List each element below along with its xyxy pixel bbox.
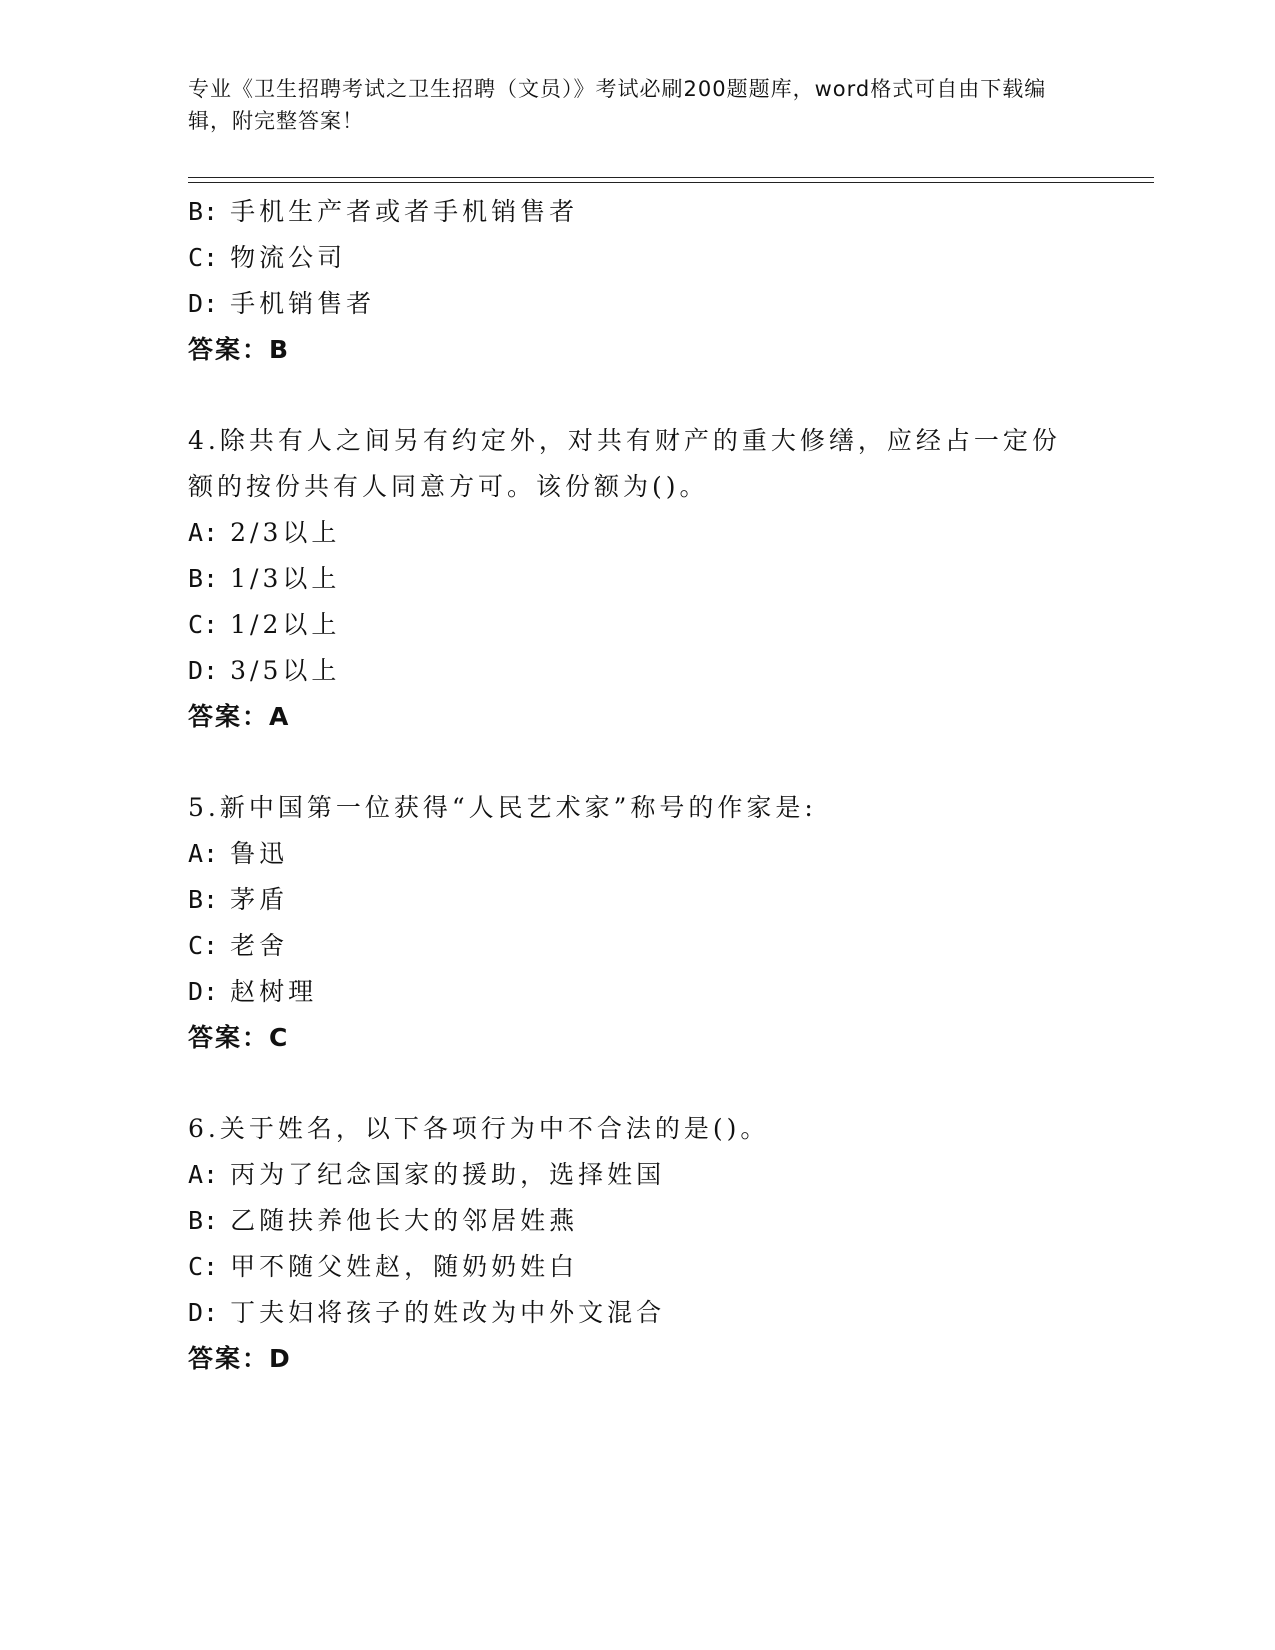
option-key: C:	[188, 243, 219, 272]
document-intro: 专业《卫生招聘考试之卫生招聘（文员）》考试必刷200题题库，word格式可自由下载编辑，附完整答案！	[188, 77, 1047, 133]
answer-line: 答案：A	[188, 702, 291, 731]
option-text: 乙随扶养他长大的邻居姓燕	[230, 1206, 579, 1235]
option-key: A:	[188, 839, 219, 868]
option-text: 赵树理	[230, 977, 318, 1006]
answer-line: 答案：D	[188, 1344, 292, 1373]
option-key: A:	[188, 1160, 219, 1189]
option-key: D:	[188, 977, 219, 1006]
option-key: D:	[188, 1298, 219, 1327]
option-line	[188, 510, 1088, 556]
question-5	[188, 785, 1088, 1061]
option-key: C:	[188, 610, 219, 639]
option-key: B:	[188, 197, 219, 226]
option-text: 物流公司	[230, 243, 347, 272]
option-line	[188, 602, 1088, 648]
option-text: 鲁迅	[230, 839, 289, 868]
question-3-tail	[188, 189, 1088, 373]
option-line	[188, 831, 1088, 877]
question-stem: 6.关于姓名，以下各项行为中不合法的是()。	[188, 1114, 770, 1143]
option-key: B:	[188, 1206, 219, 1235]
option-line	[188, 1290, 1088, 1336]
option-text: 1/2以上	[230, 610, 341, 639]
option-line	[188, 923, 1088, 969]
option-text: 甲不随父姓赵，随奶奶姓白	[230, 1252, 579, 1281]
option-line	[188, 1244, 1088, 1290]
answer-line: 答案：B	[188, 335, 291, 364]
option-text: 1/3以上	[230, 564, 341, 593]
option-key: B:	[188, 885, 219, 914]
answer-line: 答案：C	[188, 1023, 290, 1052]
question-6	[188, 1106, 1088, 1382]
question-stem: 5.新中国第一位获得“人民艺术家”称号的作家是:	[188, 793, 817, 822]
option-line	[188, 648, 1088, 694]
option-line	[188, 281, 1088, 327]
option-line	[188, 969, 1088, 1015]
option-text: 3/5以上	[230, 656, 341, 685]
option-text: 丁夫妇将孩子的姓改为中外文混合	[230, 1298, 666, 1327]
option-key: B:	[188, 564, 219, 593]
question-4	[188, 418, 1088, 740]
option-key: C:	[188, 1252, 219, 1281]
option-text: 老舍	[230, 931, 289, 960]
option-line	[188, 556, 1088, 602]
option-text: 手机生产者或者手机销售者	[230, 197, 579, 226]
question-stem: 4.除共有人之间另有约定外，对共有财产的重大修缮，应经占一定份额的按份共有人同意方可。该份额为()。	[188, 426, 1061, 501]
header-divider-top	[188, 177, 1154, 178]
option-line	[188, 1198, 1088, 1244]
option-key: D:	[188, 289, 219, 318]
option-text: 丙为了纪念国家的援助，选择姓国	[230, 1160, 666, 1189]
option-text: 茅盾	[230, 885, 289, 914]
option-key: C:	[188, 931, 219, 960]
option-line	[188, 235, 1088, 281]
option-key: D:	[188, 656, 219, 685]
option-key: A:	[188, 518, 219, 547]
question-list	[188, 189, 1088, 1382]
option-text: 手机销售者	[230, 289, 376, 318]
option-line	[188, 877, 1088, 923]
header-divider-bottom	[188, 182, 1154, 183]
option-line	[188, 1152, 1088, 1198]
option-text: 2/3以上	[230, 518, 341, 547]
option-line	[188, 189, 1088, 235]
